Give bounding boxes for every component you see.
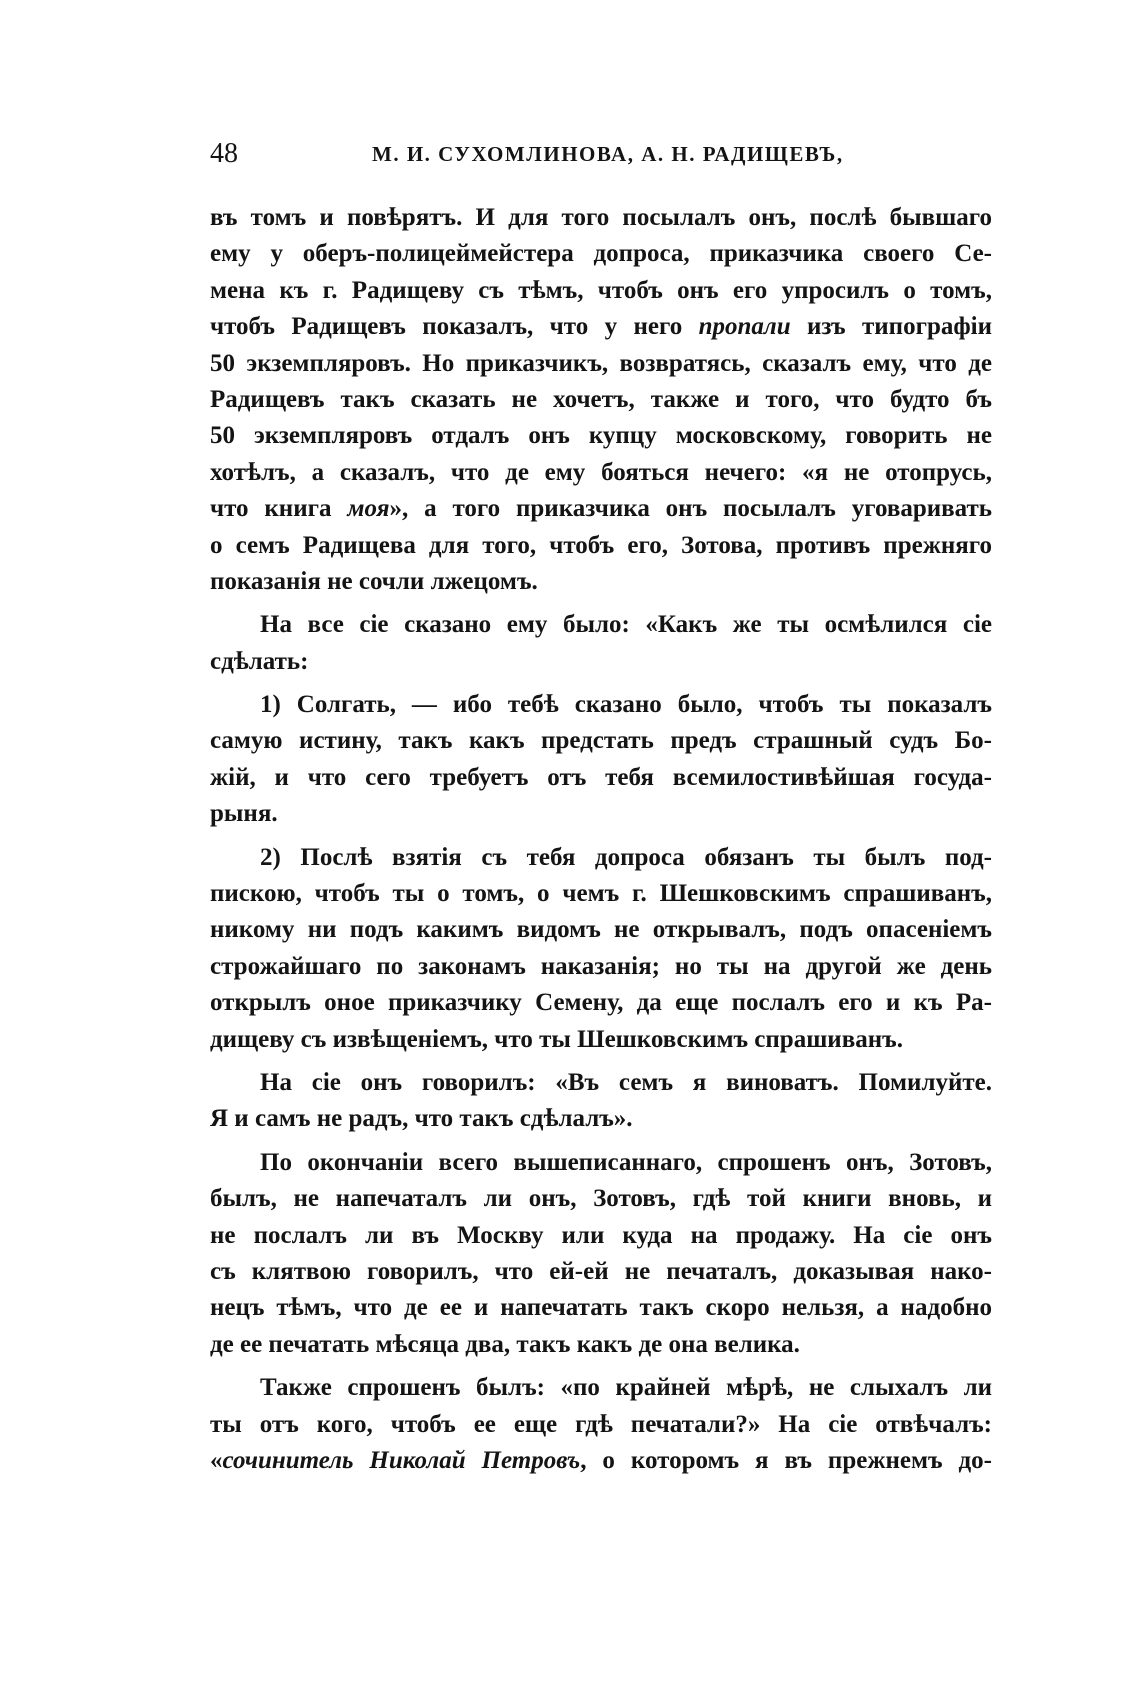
text-line: въ томъ и повѣрятъ. И для того посылалъ онъ, послѣ бывшаго <box>210 204 992 231</box>
text-line: 1) Солгать, — ибо тебѣ сказано было, чтобъ ты показалъ <box>260 691 992 719</box>
text-line: съ клятвою говорилъ, что ей-ей не печаталъ, доказывая нако- <box>210 1257 992 1285</box>
text-line: пискою, чтобъ ты о томъ, о чемъ г. Шешковскимъ спрашиванъ, <box>210 880 992 908</box>
text-line: хотѣлъ, а сказалъ, что де ему бояться нечего: «я не отопрусь, <box>210 458 992 486</box>
body-text <box>210 200 992 1479</box>
text-line: былъ, не напечаталъ ли онъ, Зотовъ, гдѣ той книги вновь, и <box>210 1185 992 1213</box>
text-line: чтобъ Радищевъ показалъ, что у него пропали изъ типографіи <box>210 313 992 341</box>
italic-phrase: сочинитель Николай Петровъ <box>222 1446 581 1474</box>
page-number: 48 <box>210 138 238 169</box>
text-line: 50 экземпляровъ. Но приказчикъ, возвратясь, сказалъ ему, что де <box>210 349 992 377</box>
text-line: никому ни подъ какимъ видомъ не открывалъ, подъ опасеніемъ <box>210 916 992 944</box>
text-line: что книга моя», а того приказчика онъ посылалъ уговаривать <box>210 495 992 523</box>
text-line: По окончаніи всего вышеписаннаго, спрошенъ онъ, Зотовъ, <box>260 1148 992 1176</box>
text-line: дищеву съ извѣщеніемъ, что ты Шешковскимъ спрашиванъ. <box>210 1025 903 1053</box>
text-line: самую истину, такъ какъ предстать предъ страшный судъ Бо- <box>210 727 992 755</box>
text-line: На все сіе сказано ему было: «Какъ же ты осмѣлился сіе <box>260 611 992 639</box>
text-line: нецъ тѣмъ, что де ее и напечатать такъ скоро нельзя, а надобно <box>210 1294 992 1322</box>
text-line: о семъ Радищева для того, чтобъ его, Зотова, противъ прежняго <box>210 531 992 559</box>
text-line: Радищевъ такъ сказать не хочетъ, также и того, что будто бъ <box>210 385 992 413</box>
text-line: 2) Послѣ взятія съ тебя допроса обязанъ ты былъ под- <box>260 843 992 871</box>
page-header <box>210 138 930 178</box>
text-line: жій, и что сего требуетъ отъ тебя всемилостивѣйшая госуда- <box>210 763 992 791</box>
italic-phrase: пропали <box>698 313 791 341</box>
italic-phrase: моя <box>347 495 390 523</box>
text-line: строжайшаго по законамъ наказанія; но ты на другой же день <box>210 952 992 980</box>
text-line: ты отъ кого, чтобъ ее еще гдѣ печатали?» На сіе отвѣчалъ: <box>210 1410 992 1438</box>
text-line: «сочинитель Николай Петровъ, о которомъ я въ прежнемъ до- <box>210 1446 992 1474</box>
text-line: де ее печатать мѣсяца два, такъ какъ де она велика. <box>210 1330 800 1358</box>
text-line: На сіе онъ говорилъ: «Въ семъ я виноватъ. Помилуйте. <box>260 1068 992 1096</box>
text-line: Я и самъ не радъ, что такъ сдѣлалъ». <box>210 1105 633 1133</box>
text-line: Также спрошенъ былъ: «по крайней мѣрѣ, не слыхалъ ли <box>260 1374 992 1402</box>
text-line: показанія не сочли лжецомъ. <box>210 567 538 595</box>
text-line: не послалъ ли въ Москву или куда на продажу. На сіе онъ <box>210 1221 992 1249</box>
text-line: рыня. <box>210 800 278 828</box>
text-line: сдѣлать: <box>210 647 309 675</box>
text-line: ему у оберъ-полицеймейстера допроса, приказчика своего Се- <box>210 240 992 268</box>
running-title: М. И. СУХОМЛИНОВА, А. Н. РАДИЩЕВЪ, <box>372 142 844 166</box>
text-line: открылъ оное приказчику Семену, да еще послалъ его и къ Ра- <box>210 989 992 1017</box>
text-line: мена къ г. Радищеву съ тѣмъ, чтобъ онъ его упросилъ о томъ, <box>210 276 992 304</box>
text-line: 50 экземпляровъ отдалъ онъ купцу московскому, говорить не <box>210 422 992 450</box>
